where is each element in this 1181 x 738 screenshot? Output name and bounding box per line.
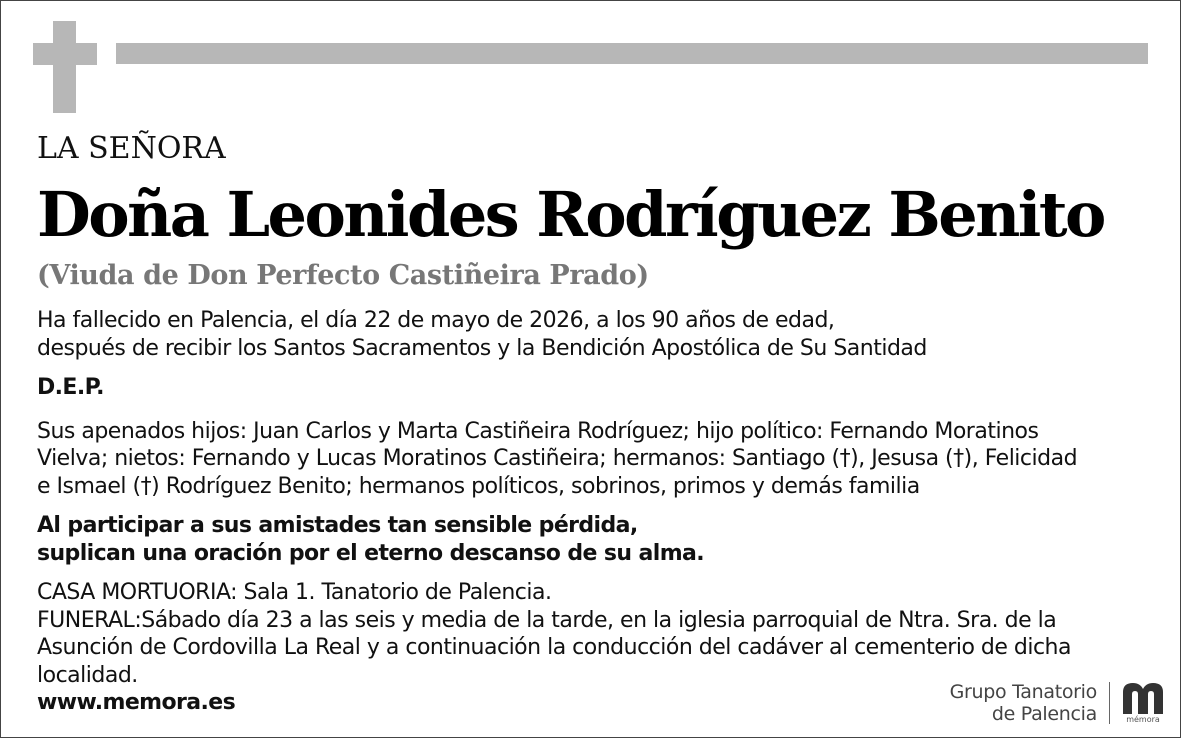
website-link[interactable]: www.memora.es [37, 690, 236, 715]
family-line: Sus apenados hijos: Juan Carlos y Marta Castiñeira Rodríguez; hijo político: Fernando Moratinos [37, 418, 1039, 444]
obituary-content [37, 129, 1152, 717]
widow-of: (Viuda de Don Perfecto Castiñeira Prado) [37, 260, 649, 291]
header-rule [116, 43, 1148, 64]
deceased-name: Doña Leonides Rodríguez Benito [37, 178, 1104, 251]
death-notice-line: después de recibir los Santos Sacramentos y la Bendición Apostólica de Su Santidad [37, 335, 927, 361]
service-details [37, 579, 1152, 689]
logo-divider [1109, 682, 1110, 724]
memora-logo [1120, 680, 1166, 725]
funeral-line: FUNERAL:Sábado día 23 a las seis y media de la tarde, en la iglesia parroquial de Ntra. Sra. de la [37, 607, 1057, 633]
death-notice [37, 307, 1152, 362]
company-logo [950, 680, 1166, 725]
funeral-line: localidad. [37, 662, 138, 688]
death-notice-line: Ha fallecido en Palencia, el día 22 de mayo de 2026, a los 90 años de edad, [37, 308, 835, 333]
family-list [37, 418, 1152, 501]
funeral-line: Asunción de Cordovilla La Real y a continuación la conducción del cadáver al cementerio de dicha [37, 635, 1071, 660]
memora-m-icon [1120, 680, 1166, 714]
logo-line: Grupo Tanatorio [949, 680, 1097, 703]
prayer-request [37, 512, 1152, 567]
honorific-title: LA SEÑORA [37, 131, 226, 166]
prayer-line: Al participar a sus amistades tan sensible pérdida, [37, 513, 638, 538]
cross-icon-horizontal [33, 43, 97, 65]
family-line: e Ismael (†) Rodríguez Benito; hermanos políticos, sobrinos, primos y demás familia [37, 473, 920, 499]
logo-text [950, 681, 1097, 725]
family-line: Vielva; nietos: Fernando y Lucas Moratinos Castiñeira; hermanos: Santiago (†), Jesusa (†), Felicidad [37, 446, 1078, 471]
dep-label: D.E.P. [37, 375, 104, 400]
casa-mortuoria: CASA MORTUORIA: Sala 1. Tanatorio de Palencia. [37, 580, 552, 605]
cross-icon-vertical [53, 21, 76, 113]
logo-brand: mémora [1126, 715, 1160, 724]
logo-line: de Palencia [991, 702, 1097, 725]
prayer-line: suplican una oración por el eterno descanso de su alma. [37, 540, 705, 566]
